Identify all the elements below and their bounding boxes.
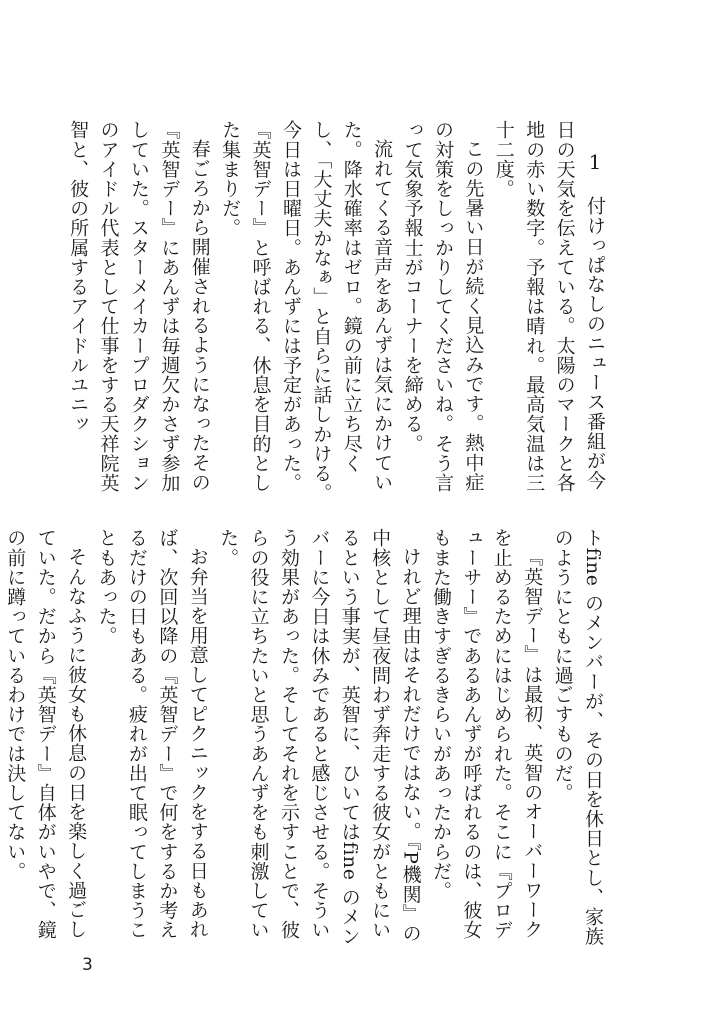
paragraph: 春ごろから開催されるようになったその『英智デー』にあんずは毎週欠かさず参加していた。スターメイカープロダクションのアイドル代表として仕事をする天祥院英智と、彼の所属するアイドルユニッ <box>67 120 211 493</box>
paragraph: この先暑い日が続く見込みです。熱中症の対策をしっかりしてくださいね。そう言って気象予報士がコーナーを締める。 <box>401 120 485 493</box>
paragraph: 『英智デー』は最初、英智のオーバーワークを止めるためにはじめられた。そこに『プロデューサー』であるあんずが呼ばれるのは、彼女もまた働きすぎるきらいがあったからだ。 <box>429 528 544 940</box>
upper-text-block <box>67 120 610 505</box>
paragraph: 流れてくる音声をあんずは気にかけていた。降水確率はゼロ。鏡の前に立ち尽くし、「大丈夫かなぁ」と自らに話しかける。今日は日曜日。あんずには予定があった。『英智デー』と呼ばれる、休息を目的とした集まりだ。 <box>219 120 394 503</box>
chapter-number: 1 <box>588 150 602 174</box>
paragraph: お弁当を用意してピクニックをする日もあれば、次回以降の『英智デー』で何をするか考えるだけの日もある。疲れが出て眠ってしまうこともあった。 <box>95 528 209 940</box>
lower-text-block <box>4 528 608 952</box>
paragraph: そんなふうに彼女も休息の日を楽しく過ごしていた。だから『英智デー』自体がいやで、鏡の前に蹲っているわけでは決してない。 <box>4 528 88 940</box>
page-number: 3 <box>82 955 93 975</box>
paragraph: 付けっぱなしのニュース番組が今日の天気を伝えている。太陽のマークと各地の赤い数字。予報は晴れ。最高気温は三十二度。 <box>492 120 606 493</box>
paragraph: けれど理由はそれだけではない。『P機関』の中核として昼夜問わず奔走する彼女がともにいるという事実が、英智に、ひいてはfine のメンバーに今日は休みであると感じさせる。そういう効果があった。そしてそれを示すことで、彼らの役に立ちたいと思うあんずをも刺激していた。 <box>217 528 422 947</box>
paragraph: トfine のメンバーが、その日を休日とし、家族のようにともに過ごすものだ。 <box>551 528 604 947</box>
